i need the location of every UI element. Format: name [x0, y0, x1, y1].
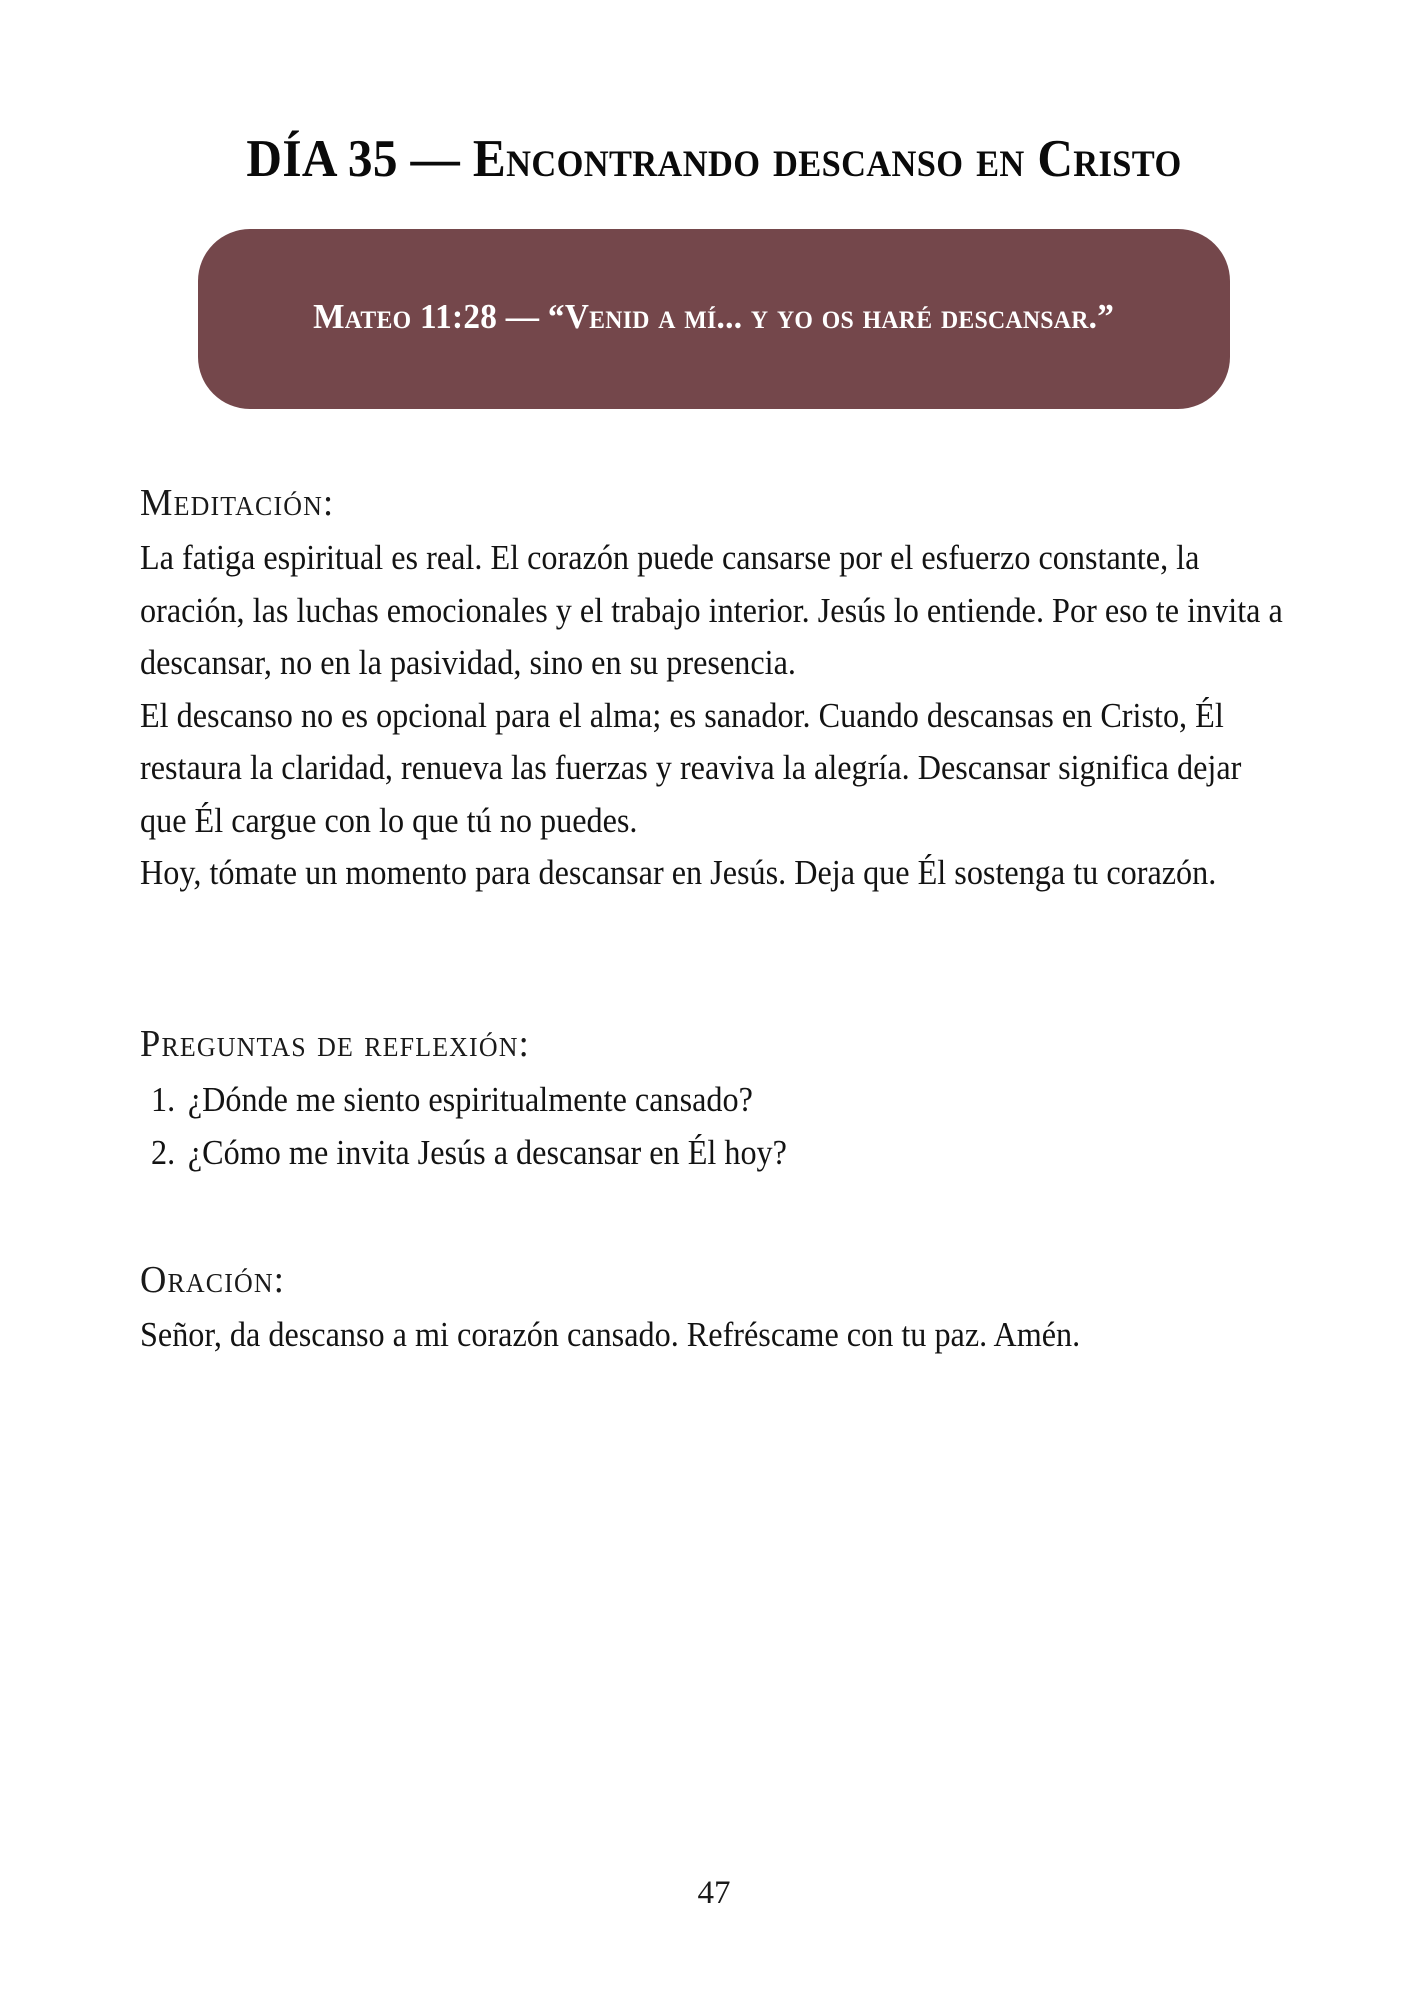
meditation-paragraph-1: La fatiga espiritual es real. El corazón puede cansarse por el esfuerzo constante, la oración, las luchas emocionales y el trabajo interior. Jesús lo entiende. Por eso te invita a descansar, no en la pasividad, sino en su presencia. [140, 538, 1283, 683]
meditation-paragraph-3: Hoy, tómate un momento para descansar en Jesús. Deja que Él sostenga tu corazón. [140, 853, 1217, 893]
question-text: ¿Dónde me siento espiritualmente cansado? [187, 1080, 753, 1120]
question-number: 2. [151, 1133, 176, 1173]
prayer-text: Señor, da descanso a mi corazón cansado. Refréscame con tu paz. Amén. [140, 1315, 1081, 1355]
page-content [140, 409, 1288, 1362]
page-number: 47 [697, 1875, 731, 1911]
reflection-section [140, 1022, 1288, 1180]
page-title [180, 0, 1248, 191]
meditation-section [140, 481, 1288, 900]
reflection-heading: Preguntas de reflexión: [140, 1022, 530, 1065]
prayer-heading: Oración: [140, 1258, 286, 1301]
page-title-main: Encontrando descanso en Cristo [472, 130, 1182, 188]
meditation-body [140, 532, 1286, 900]
list-item [140, 1073, 1286, 1126]
section-spacer [140, 900, 1288, 1022]
list-item [140, 1126, 1286, 1179]
prayer-body [140, 1309, 1286, 1362]
prayer-section [140, 1258, 1288, 1362]
meditation-paragraph-2: El descanso no es opcional para el alma; es sanador. Cuando descansas en Cristo, Él restaura la claridad, renueva las fuerzas y reaviva la alegría. Descansar significa dejar que Él cargue con lo que tú no puedes. [140, 695, 1242, 840]
meditation-heading: Meditación: [140, 481, 335, 524]
reflection-question-list [140, 1073, 1286, 1179]
section-spacer [140, 1180, 1288, 1258]
scripture-verse-text: Mateo 11:28 — “Venid a mí... y yo os haré descansar.” [313, 296, 1115, 336]
scripture-verse-box [198, 229, 1230, 409]
question-number: 1. [151, 1080, 176, 1120]
question-text: ¿Cómo me invita Jesús a descansar en Él hoy? [187, 1133, 787, 1173]
page-title-day-prefix: DÍA 35 — [246, 130, 473, 188]
